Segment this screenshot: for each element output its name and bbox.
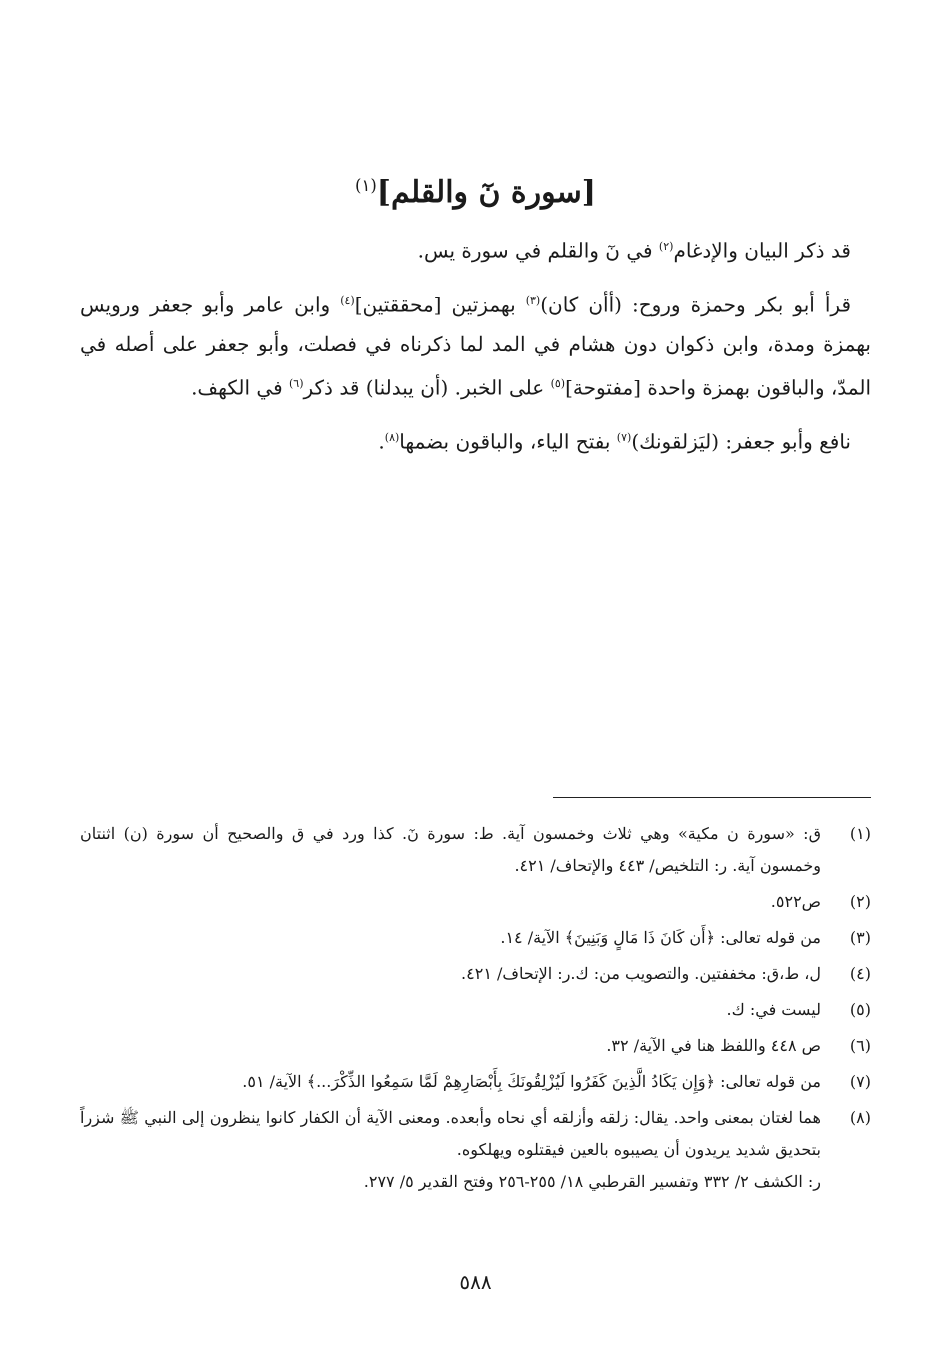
text-run: بفتح الياء، والباقون بضمها: [399, 429, 617, 454]
footnote-ref: (٣): [525, 293, 541, 307]
footnote-item: [80, 886, 871, 918]
footnote-text-line: هما لغتان بمعنى واحد. يقال: زلقه وأزلقه أي نحاه وأبعده. ومعنى الآية أن الكفار كانوا ينظرون إلى النبي ﷺ شزراً بتحديق شديد يريدون أن يصيبوه بالعين فيقتلوه ويهلكوه.: [80, 1108, 821, 1159]
paragraph-3: [80, 418, 871, 462]
footnote-number: (٣): [849, 928, 871, 947]
footnote-number: (٢): [849, 892, 871, 911]
footnote-item: [80, 994, 871, 1026]
footnotes: [80, 818, 871, 1202]
main-text: [80, 227, 871, 472]
footnote-text: ص ٤٤٨ واللفظ هنا في الآية/ ٣٢.: [606, 1036, 821, 1055]
footnote-divider: [553, 797, 871, 798]
footnote-item: [80, 818, 871, 882]
footnote-item: [80, 1102, 871, 1198]
footnote-ref: (١): [355, 176, 377, 195]
surah-title: [0, 160, 951, 219]
text-run: .: [378, 429, 385, 454]
footnote-ref: (٥): [550, 377, 566, 391]
page-number: ٥٨٨: [459, 1270, 492, 1294]
footnote-number: (٨): [849, 1108, 871, 1127]
footnote-ref: (٤): [340, 293, 355, 307]
text-run: في الكهف.: [191, 375, 289, 400]
footnote-number: (٥): [849, 1000, 871, 1019]
footnote-text: من قوله تعالى: ﴿وَإِن يَكَادُ الَّذِينَ كَفَرُوا لَيُزْلِقُونَكَ بِأَبْصَارِهِمْ لَمَّا سَمِعُوا الذِّكْرَ...﴾ الآية/ ٥١.: [242, 1072, 821, 1091]
footnote-text: ص٥٢٢.: [770, 892, 821, 911]
footnote-item: [80, 958, 871, 990]
footnote-text: ق: «سورة ن مكية» وهي ثلاث وخمسون آية. ط: سورة نٓ. كذا ورد في ق والصحيح أن سورة (ن) اثنتان وخمسون آية. ر: التلخيص/ ٤٤٣ والإتحاف/ ٤٢١.: [80, 824, 821, 875]
footnote-number: (٤): [849, 964, 871, 983]
footnote-text: ل، ط،ق: مخففتين. والتصويب من: ك.ر: الإتحاف/ ٤٢١.: [461, 964, 821, 983]
text-run: وابن عامر وأبو جعفر ورويس بهمزة ومدة، وابن ذكوان دون هشام في المد لما ذكرناه في فصلت، وأبو جعفر على أصله في المدّ، والباقون بهمزة واحدة [مفتوحة]: [80, 292, 871, 400]
text-run: في نٓ والقلم في سورة يس.: [417, 238, 659, 263]
footnote-reference-line: ر: الكشف ٢/ ٣٣٢ وتفسير القرطبي ١٨/ ٢٥٥-٢٥٦ وفتح القدير ٥/ ٢٧٧.: [363, 1172, 821, 1191]
surah-title-text: [سورة نٓ والقلم]: [376, 175, 596, 210]
footnote-number: (٦): [849, 1036, 871, 1055]
footnote-number: (١): [849, 824, 871, 843]
text-run: قرأ أبو بكر وحمزة وروح: (أأن كان): [540, 292, 851, 317]
footnote-text: من قوله تعالى: ﴿أَن كَانَ ذَا مَالٍ وَبَنِينَ﴾ الآية/ ١٤.: [500, 928, 821, 947]
footnote-item: [80, 1030, 871, 1062]
footnote-ref: (٧): [616, 430, 632, 444]
text-run: بهمزتين [محققتين]: [354, 292, 526, 317]
paragraph-1: [80, 227, 871, 271]
text-run: قد ذكر البيان والإدغام: [673, 238, 851, 263]
footnote-ref: (٢): [658, 240, 674, 253]
footnote-text: ليست في: ك.: [726, 1000, 821, 1019]
paragraph-2: [80, 281, 871, 408]
text-run: نافع وأبو جعفر: (ليَزلقونك): [631, 429, 851, 454]
footnote-item: [80, 1066, 871, 1098]
footnote-text: [80, 1102, 821, 1198]
text-run: على الخبر. (أن يبدلنا) قد ذكر: [303, 375, 551, 400]
footnote-item: [80, 922, 871, 954]
footnote-number: (٧): [849, 1072, 871, 1091]
footnote-ref: (٦): [288, 377, 304, 391]
footnote-ref: (٨): [384, 430, 400, 444]
